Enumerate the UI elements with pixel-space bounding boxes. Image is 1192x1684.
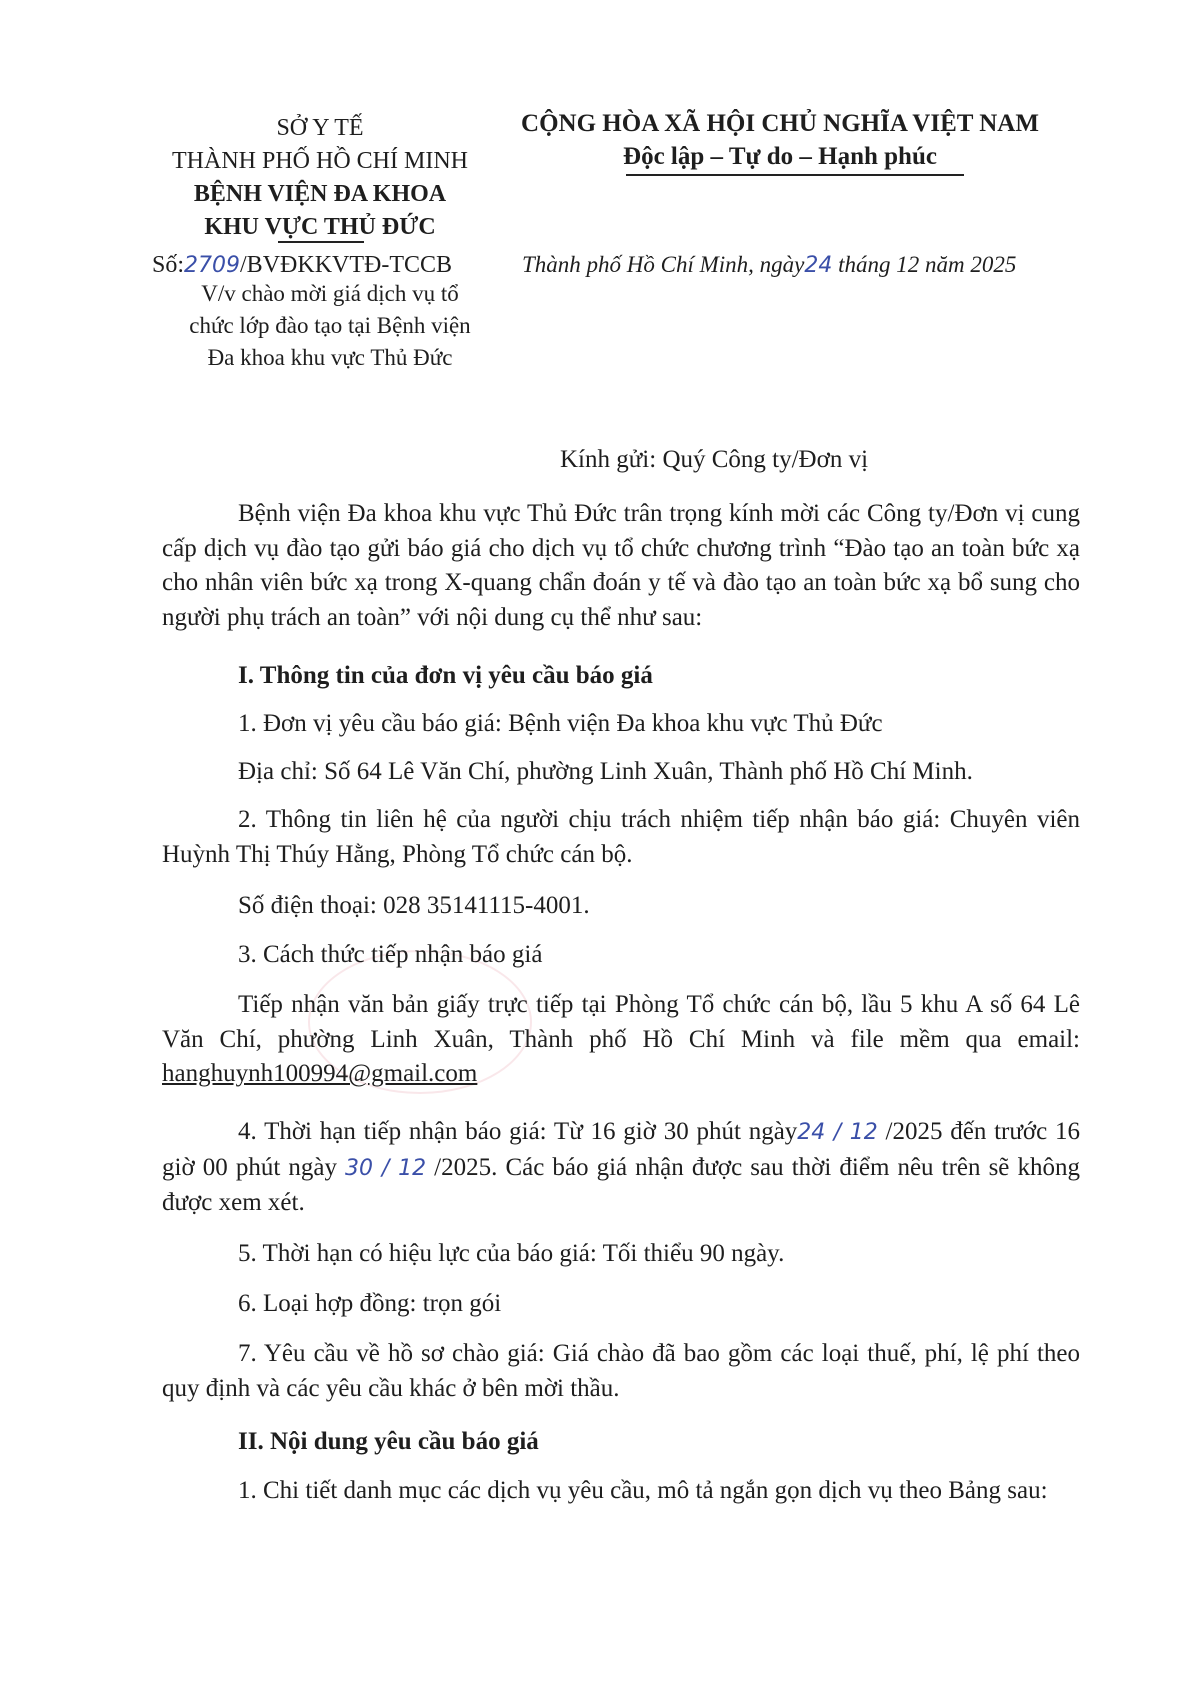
national-title: CỘNG HÒA XÃ HỘI CHỦ NGHĨA VIỆT NAM [521,110,1039,137]
agency-line-1: SỞ Y TẾ [276,115,364,141]
section-1-item-5: 5. Thời hạn có hiệu lực của báo giá: Tối thiểu 90 ngày. [238,1240,785,1267]
number-handwritten: 2709 [184,253,241,278]
subject-block [150,278,510,374]
section-1-title: I. Thông tin của đơn vị yêu cầu báo giá [238,662,653,689]
section-1-item-1: 1. Đơn vị yêu cầu báo giá: Bệnh viện Đa khoa khu vực Thủ Đức [238,710,883,737]
section-1-receive-paragraph [162,988,1080,1092]
section-1-item-6: 6. Loại hợp đồng: trọn gói [238,1290,502,1317]
agency-line-3: BỆNH VIỆN ĐA KHOA [193,181,447,207]
item4-text-a: 4. Thời hạn tiếp nhận báo giá: Từ 16 giờ 30 phút ngày [238,1118,798,1145]
item4-text-b: /2025 đến trước 16 giờ 00 phút ngày [162,1118,1080,1181]
number-suffix: /BVĐKKVTĐ-TCCB [240,252,453,278]
receive-text: Tiếp nhận văn bản giấy trực tiếp tại Phòng Tổ chức cán bộ, lầu 5 khu A số 64 Lê Văn Chí, phường Linh Xuân, Thành phố Hồ Chí Minh và file mềm qua [162,991,1080,1053]
agency-line-2: THÀNH PHỐ HỒ CHÍ MINH [172,148,468,174]
item4-sep-2: / [373,1155,399,1181]
issuing-agency-block [140,112,500,244]
item4-sep-1: / [825,1120,850,1145]
document-date [522,249,1016,282]
national-motto: Độc lập – Tự do – Hạnh phúc [623,143,937,170]
subject-line-1: V/v chào mời giá dịch vụ tổ [201,281,459,306]
item4-day-2: 30 [345,1155,374,1181]
date-suffix: tháng 12 năm 2025 [832,252,1017,277]
agency-line-4: KHU VỰC THỦ ĐỨC [204,214,436,240]
section-1-phone: Số điện thoại: 028 35141115-4001. [238,892,590,919]
item4-month-1: 12 [849,1120,878,1145]
number-prefix: Số: [152,252,185,278]
item4-month-2: 12 [398,1155,427,1181]
subject-line-3: Đa khoa khu vực Thủ Đức [207,345,453,370]
item4-day-1: 24 [797,1120,826,1145]
section-1-item-3: 3. Cách thức tiếp nhận báo giá [238,941,543,968]
email-link[interactable]: hanghuynh100994@gmail.com [162,1060,478,1087]
item4-text-c: /2025. Các báo giá nhận được sau thời điểm nêu trên sẽ không được xem xét. [162,1153,1080,1216]
section-2-title: II. Nội dung yêu cầu báo giá [238,1428,539,1455]
email-label: email: [1017,1025,1081,1053]
intro-paragraph: Bệnh viện Đa khoa khu vực Thủ Đức trân trọng kính mời các Công ty/Đơn vị cung cấp dịch vụ đào tạo gửi báo giá cho dịch vụ tổ chức chương trình “Đào tạo an toàn bức xạ cho nhân viên bức xạ trong X-quang chẩn đoán y tế và đào tạo an toàn bức xạ bổ sung cho người phụ trách an toàn” với nội dung cụ thể như sau: [162,500,1080,631]
national-title-block [500,107,1060,173]
greeting: Kính gửi: Quý Công ty/Đơn vị [560,446,869,473]
section-1-item-2: 2. Thông tin liên hệ của người chịu trách nhiệm tiếp nhận báo giá: Chuyên viên Huỳnh Thị Thúy Hằng, Phòng Tổ chức cán bộ. [162,806,1080,868]
section-1-item-7: 7. Yêu cầu về hồ sơ chào giá: Giá chào đã bao gồm các loại thuế, phí, lệ phí theo quy định và các yêu cầu khác ở bên mời thầu. [162,1340,1080,1402]
date-prefix: Thành phố Hồ Chí Minh, ngày [522,252,805,277]
motto-underline [626,174,964,176]
agency-underline [278,241,364,243]
section-1-address: Địa chỉ: Số 64 Lê Văn Chí, phường Linh Xuân, Thành phố Hồ Chí Minh. [238,758,973,785]
date-day-handwritten: 24 [804,253,833,278]
subject-line-2: chức lớp đào tạo tại Bệnh viện [189,313,471,338]
section-1-item-4 [162,1115,1080,1221]
section-2-item-1: 1. Chi tiết danh mục các dịch vụ yêu cầu, mô tả ngắn gọn dịch vụ theo Bảng sau: [238,1477,1048,1504]
